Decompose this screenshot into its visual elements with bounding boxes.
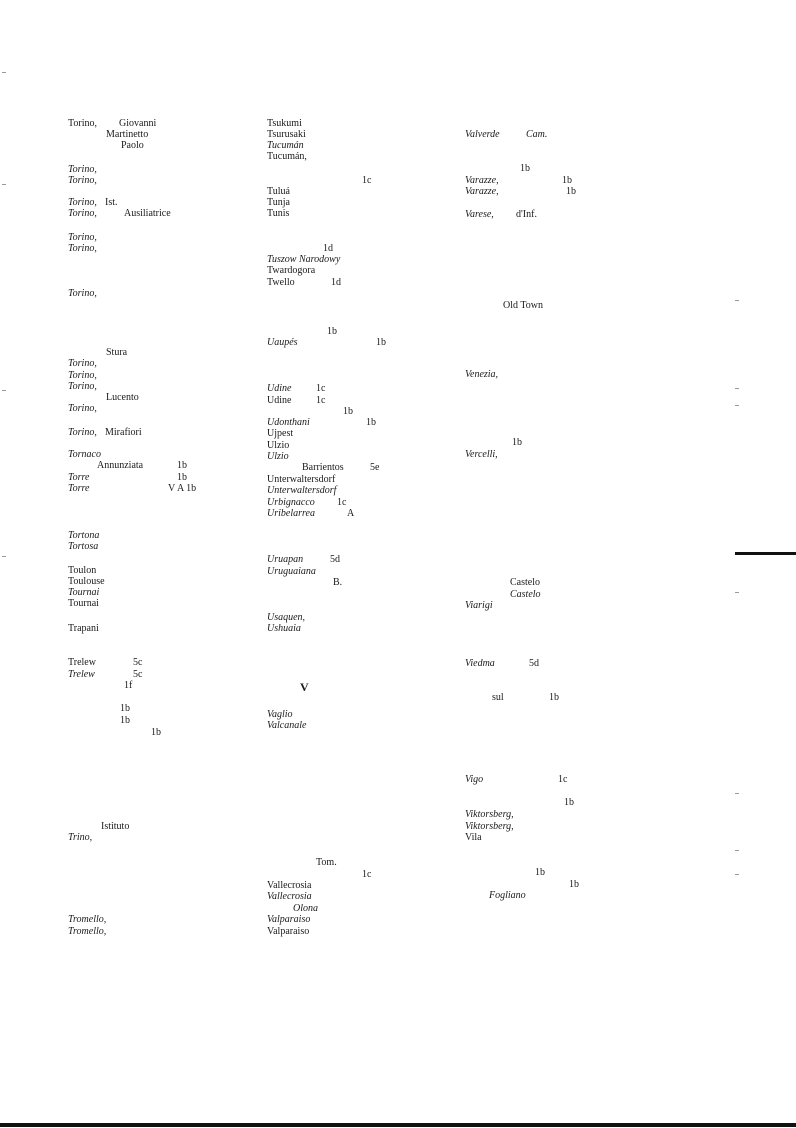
index-entry: Tournai (68, 598, 99, 609)
index-entry: Barrientos (302, 462, 344, 473)
index-entry: sul (492, 692, 504, 703)
index-entry: Udine (267, 383, 292, 394)
index-entry: Trapani (68, 623, 99, 634)
index-entry: Ist. (105, 197, 118, 208)
margin-mark (735, 388, 739, 389)
index-entry: Torino, (68, 381, 97, 392)
index-entry: 1b (549, 692, 559, 703)
index-entry: Toulon (68, 565, 97, 576)
index-entry: Usaquen, (267, 612, 306, 623)
index-entry: Old Town (503, 300, 543, 311)
index-entry: 1b (177, 472, 187, 483)
index-entry: Giovanni (119, 118, 157, 129)
index-entry: Martinetto (106, 129, 149, 140)
index-entry: Torino, (68, 370, 97, 381)
index-entry: Tornaco (68, 449, 101, 460)
index-entry: Olona (293, 903, 318, 914)
index-entry: Uruguaiana (267, 566, 316, 577)
index-entry: B. (333, 577, 343, 588)
index-entry: Tunis (267, 208, 290, 219)
index-entry: 1c (558, 774, 568, 785)
index-entry: Trelew (68, 657, 96, 668)
margin-mark (735, 793, 739, 794)
index-entry: Torino, (68, 232, 97, 243)
index-entry: 1b (520, 163, 530, 174)
index-entry: Tsurusaki (267, 129, 306, 140)
index-entry: Vila (465, 832, 482, 843)
index-entry: Urbignacco (267, 497, 315, 508)
index-entry: 1f (124, 680, 133, 691)
index-entry: Torino, (68, 243, 97, 254)
margin-mark (2, 72, 6, 73)
index-entry: Torino, (68, 208, 97, 219)
index-entry: Tortona (68, 530, 100, 541)
index-entry: Valparaiso (267, 914, 311, 925)
index-entry: Torino, (68, 358, 97, 369)
margin-mark (735, 405, 739, 406)
index-entry: Ausiliatrice (124, 208, 171, 219)
index-entry: Torino, (68, 197, 97, 208)
index-entry: Torino, (68, 427, 97, 438)
index-entry: Torino, (68, 403, 97, 414)
margin-mark (735, 874, 739, 875)
index-entry: Vercelli, (465, 449, 498, 460)
index-entry: Tuszow Narodowy (267, 254, 341, 265)
index-entry: Lucento (106, 392, 139, 403)
index-entry: 1b (343, 406, 353, 417)
index-entry: Varese, (465, 209, 494, 220)
index-entry: 1b (564, 797, 574, 808)
index-entry: Tucumán (267, 140, 304, 151)
index-entry: Viarigi (465, 600, 493, 611)
index-entry: 1b (366, 417, 376, 428)
index-entry: A (347, 508, 355, 519)
index-entry: 5d (330, 554, 340, 565)
index-entry: Ulzio (267, 451, 289, 462)
index-entry: Toulouse (68, 576, 105, 587)
index-entry: Varazze, (465, 186, 499, 197)
index-entry: Cam. (526, 129, 548, 140)
index-entry: 1d (331, 277, 341, 288)
index-entry: 1b (120, 715, 130, 726)
index-entry: 1b (177, 460, 187, 471)
index-entry: Paolo (121, 140, 144, 151)
index-entry: Twardogora (267, 265, 316, 276)
index-entry: Annunziata (97, 460, 144, 471)
index-entry: Valcanale (267, 720, 307, 731)
index-entry: Vallecrosia (267, 891, 312, 902)
index-entry: Venezia, (465, 369, 499, 380)
index-entry: Trino, (68, 832, 93, 843)
index-entry: 1b (562, 175, 572, 186)
index-entry: Torre (68, 483, 90, 494)
index-entry: 1b (327, 326, 337, 337)
index-entry: Vaglio (267, 709, 293, 720)
index-entry: Ulzio (267, 440, 290, 451)
index-entry: Castelo (510, 577, 540, 588)
index-entry: Viktorsberg, (465, 809, 514, 820)
index-entry: 1b (151, 727, 161, 738)
index-entry: Tucumán, (267, 151, 307, 162)
index-entry: Tournai (68, 587, 100, 598)
index-entry: Tromello, (68, 914, 107, 925)
index-entry: Tromello, (68, 926, 107, 937)
index-entry: 1c (316, 395, 326, 406)
margin-mark (2, 390, 6, 391)
index-entry: 1c (362, 869, 372, 880)
index-entry: Tunja (267, 197, 290, 208)
margin-mark (735, 300, 739, 301)
index-entry: 1b (376, 337, 386, 348)
right-edge-bar (735, 552, 796, 555)
index-column-3 (450, 0, 700, 1128)
index-entry: 1c (337, 497, 347, 508)
index-entry: Vigo (465, 774, 484, 785)
index-entry: Istituto (101, 821, 130, 832)
index-entry: Udine (267, 395, 292, 406)
index-entry: Tuluá (267, 186, 290, 197)
index-entry: 1c (316, 383, 326, 394)
margin-mark (735, 850, 739, 851)
index-entry: Viktorsberg, (465, 821, 514, 832)
index-entry: 5c (133, 669, 143, 680)
index-entry: Ushuaia (267, 623, 301, 634)
index-entry: Twello (267, 277, 295, 288)
index-entry: Stura (106, 347, 128, 358)
index-entry: Tom. (316, 857, 337, 868)
index-entry: Tortosa (68, 541, 99, 552)
index-entry: Tsukumi (267, 118, 302, 129)
index-entry: Torino, (68, 288, 97, 299)
index-entry: Varazze, (465, 175, 499, 186)
index-entry: Valparaiso (267, 926, 310, 937)
index-entry: Uribelarrea (267, 508, 315, 519)
index-entry: Unterwaltersdorf (267, 485, 337, 496)
bottom-border (0, 1123, 796, 1127)
index-entry: d'Inf. (516, 209, 537, 220)
index-entry: V A 1b (168, 483, 197, 494)
index-entry: 5d (529, 658, 539, 669)
index-entry: Viedma (465, 658, 495, 669)
margin-mark (735, 592, 739, 593)
index-entry: Castelo (510, 589, 541, 600)
index-entry: Unterwaltersdorf (267, 474, 336, 485)
index-entry: Torino, (68, 175, 97, 186)
section-heading-v: V (300, 680, 309, 694)
index-entry: Ujpest (267, 428, 294, 439)
index-entry: 1d (323, 243, 333, 254)
index-entry: Fogliano (489, 890, 526, 901)
margin-mark (2, 184, 6, 185)
index-entry: 1b (512, 437, 522, 448)
index-entry: 1b (569, 879, 579, 890)
index-entry: Valverde (465, 129, 500, 140)
index-entry: Udonthani (267, 417, 310, 428)
index-entry: Mirafiori (105, 427, 142, 438)
index-column-2 (240, 0, 450, 1128)
index-entry: 1b (566, 186, 576, 197)
index-entry: Trelew (68, 669, 95, 680)
index-entry: 5e (370, 462, 380, 473)
index-entry: Vallecrosia (267, 880, 312, 891)
index-entry: Torino, (68, 164, 97, 175)
index-entry: 5c (133, 657, 143, 668)
margin-mark (2, 556, 6, 557)
index-entry: 1b (120, 703, 130, 714)
index-entry: Uaupés (267, 337, 298, 348)
index-entry: 1c (362, 175, 372, 186)
index-column-1 (0, 0, 240, 1128)
index-entry: Uruapan (267, 554, 304, 565)
index-entry: 1b (535, 867, 545, 878)
index-entry: Torino, (68, 118, 98, 129)
index-entry: Torre (68, 472, 90, 483)
